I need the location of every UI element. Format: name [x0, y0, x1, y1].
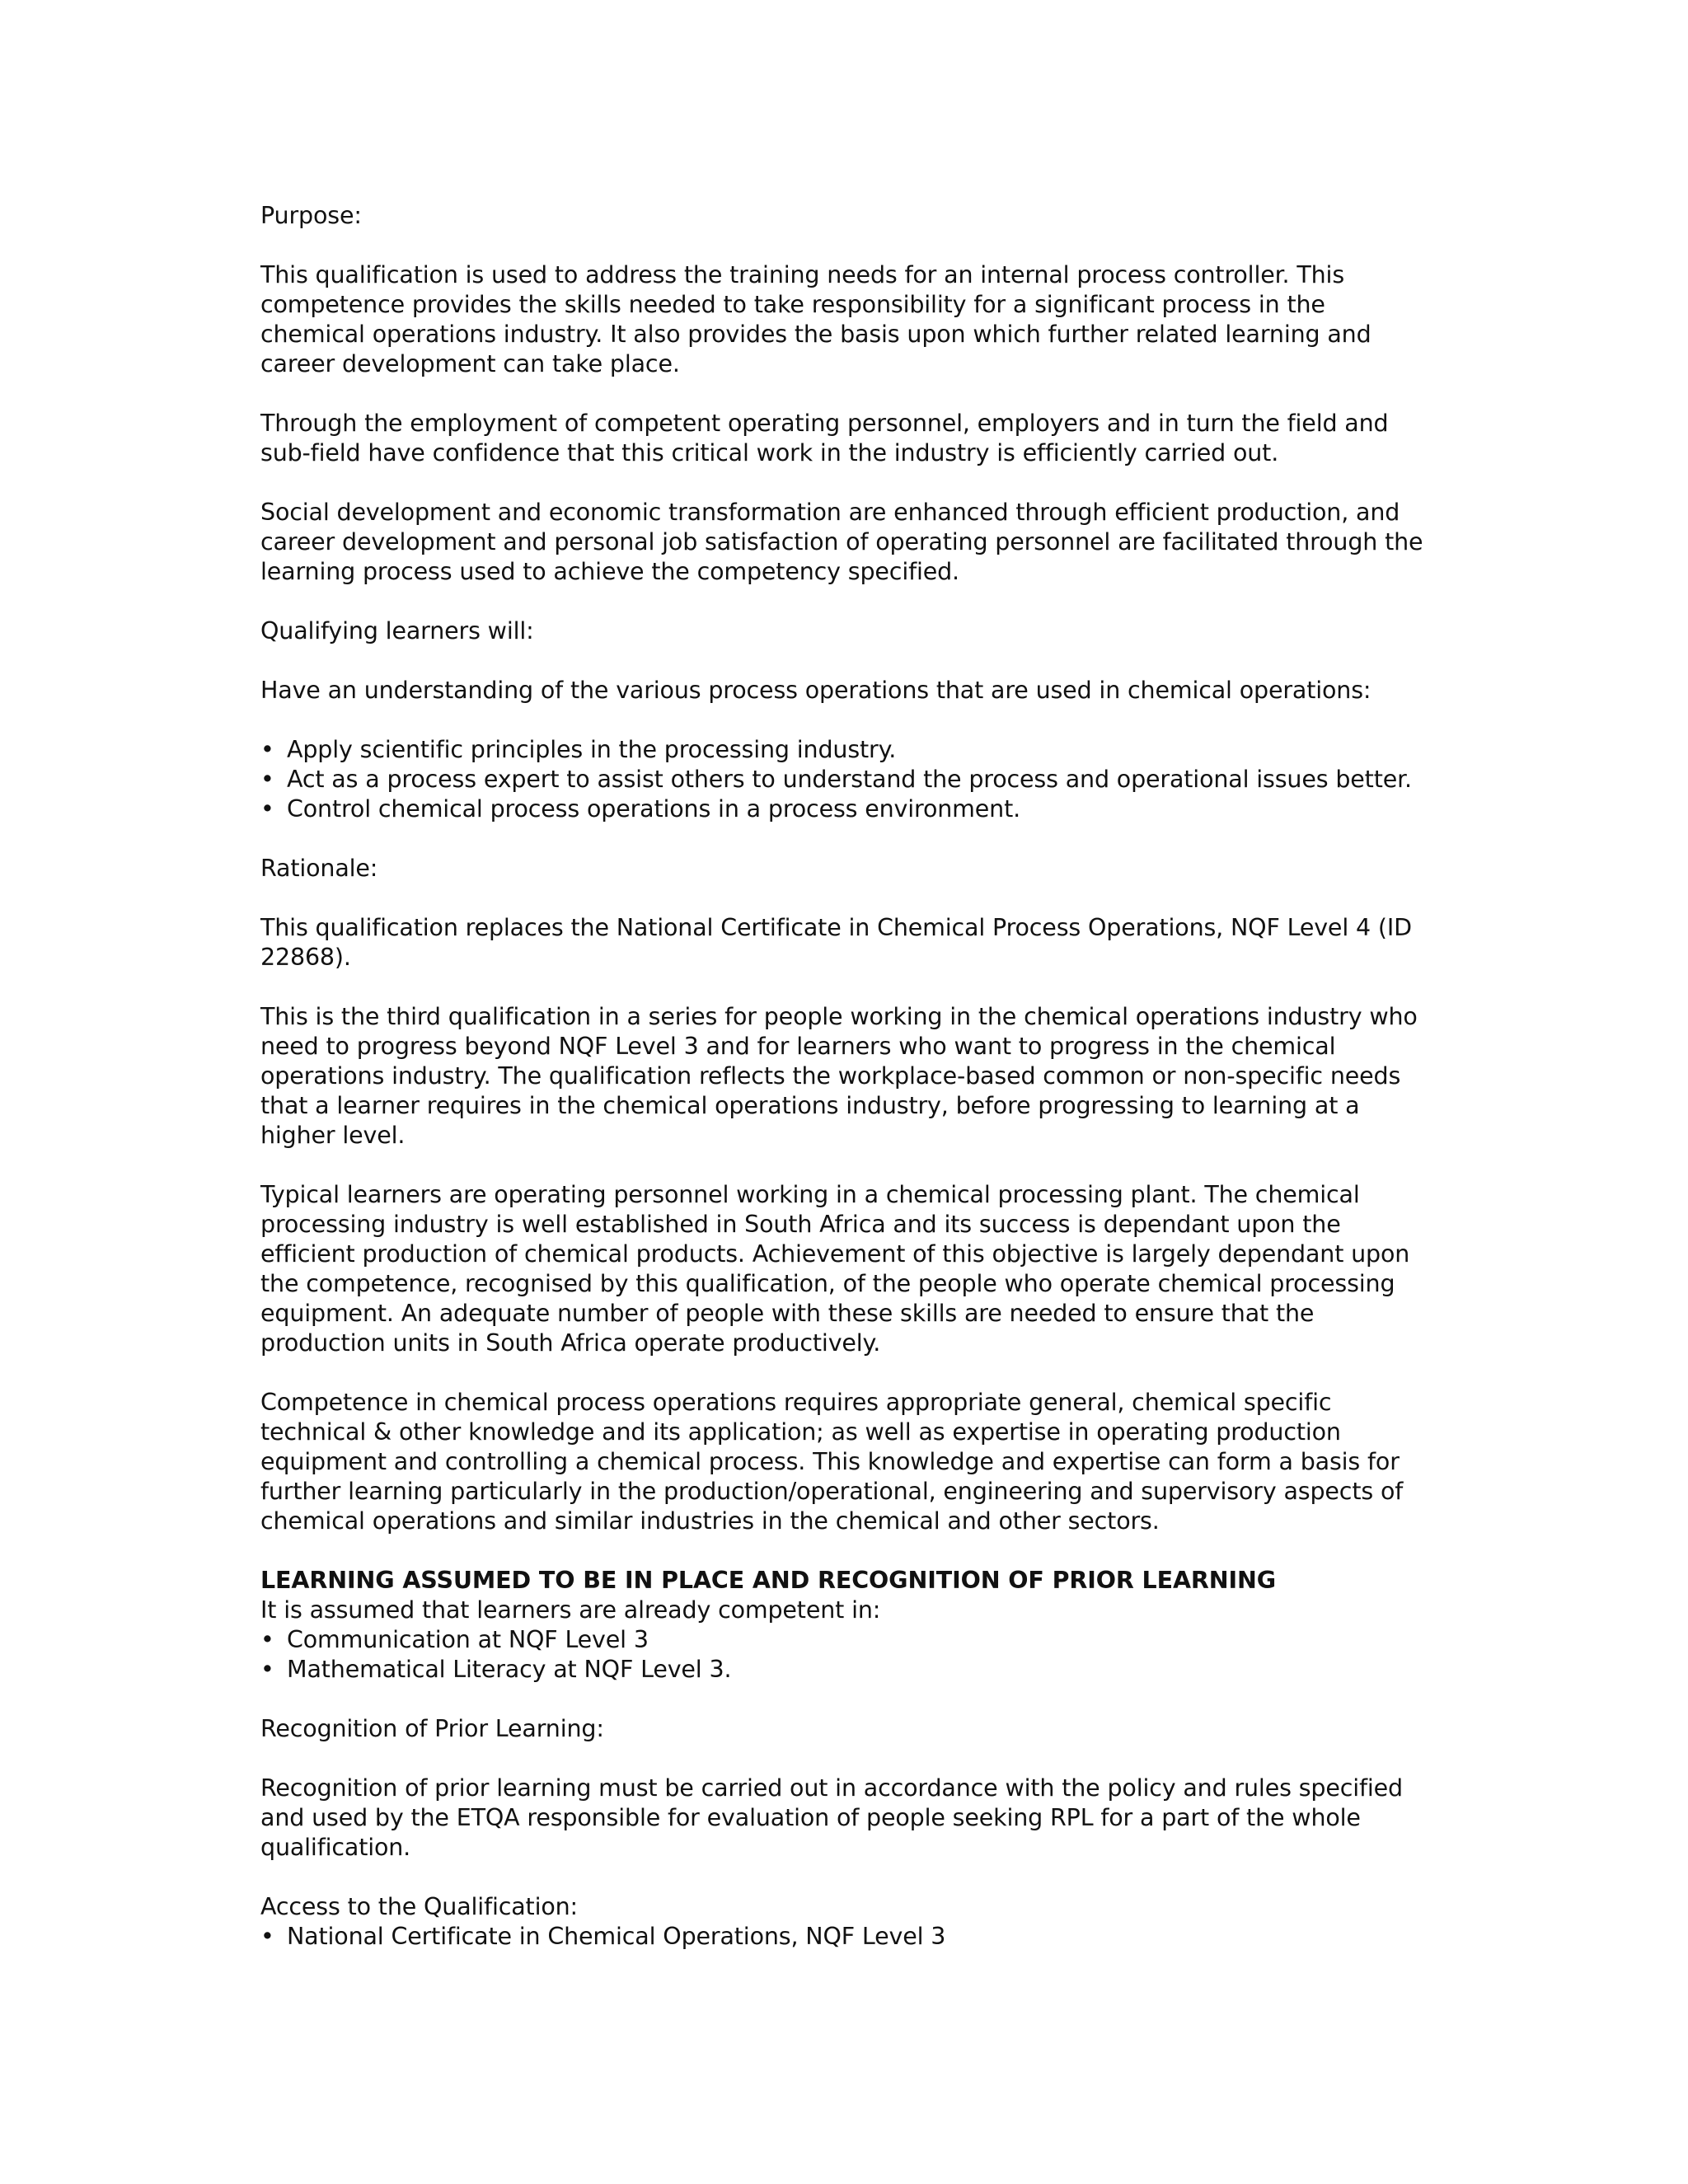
bullet-icon: • — [260, 795, 274, 823]
list-item-text: Mathematical Literacy at NQF Level 3. — [287, 1656, 732, 1683]
list-item — [260, 1655, 1431, 1685]
purpose-paragraph-1: This qualification is used to address the training needs for an internal process controller. This competence provides the skills needed to take responsibility for a significant process in the chemical operations industry. It also provides the basis upon which further related learning and career development can take place. — [260, 261, 1372, 377]
rationale-label: Rationale: — [260, 855, 378, 882]
list-item — [260, 1625, 1431, 1655]
qualifying-learners-intro: Have an understanding of the various process operations that are used in chemical operations: — [260, 677, 1372, 704]
rationale-paragraph-2: This is the third qualification in a series for people working in the chemical operations industry who need to progress beyond NQF Level 3 and for learners who want to progress in the chemical operations industry. The qualification reflects the workplace-based common or non-specific needs that a learner requires in the chemical operations industry, before progressing to learning at a higher level. — [260, 1003, 1418, 1149]
learning-assumed-intro: It is assumed that learners are already competent in: — [260, 1596, 881, 1624]
purpose-label: Purpose: — [260, 202, 362, 229]
qualifying-learners-list — [260, 735, 1431, 824]
purpose-paragraph-3: Social development and economic transformation are enhanced through efficient production, and career development and personal job satisfaction of operating personnel are facilitated through the learning process used to achieve the competency specified. — [260, 499, 1423, 585]
bullet-icon: • — [260, 1626, 274, 1653]
bullet-icon: • — [260, 736, 274, 763]
list-item-text: Communication at NQF Level 3 — [287, 1626, 649, 1653]
rationale-paragraph-4: Competence in chemical process operations requires appropriate general, chemical specific technical & other knowledge and its application; as well as expertise in operating production equipment and controlling a chemical process. This knowledge and expertise can form a basis for further learning particularly in the production/operational, engineering and supervisory aspects of chemical operations and similar industries in the chemical and other sectors. — [260, 1389, 1404, 1535]
learning-assumed-heading: LEARNING ASSUMED TO BE IN PLACE AND RECOGNITION OF PRIOR LEARNING — [260, 1567, 1277, 1594]
list-item-text: Act as a process expert to assist others to understand the process and operational issues better. — [287, 766, 1412, 793]
bullet-icon: • — [260, 1923, 274, 1950]
list-item — [260, 735, 1431, 765]
bullet-icon: • — [260, 766, 274, 793]
access-label: Access to the Qualification: — [260, 1893, 579, 1920]
list-item-text: Apply scientific principles in the processing industry. — [287, 736, 897, 763]
list-item — [260, 1922, 1431, 1952]
learning-assumed-list — [260, 1625, 1431, 1685]
list-item — [260, 794, 1431, 824]
purpose-paragraph-2: Through the employment of competent operating personnel, employers and in turn the field and sub-field have confidence that this critical work in the industry is efficiently carried out. — [260, 410, 1389, 466]
access-list — [260, 1922, 1431, 1952]
bullet-icon: • — [260, 1656, 274, 1683]
rationale-paragraph-1: This qualification replaces the National Certificate in Chemical Process Operations, NQF Level 4 (ID 22868). — [260, 914, 1412, 971]
qualifying-learners-label: Qualifying learners will: — [260, 617, 534, 644]
rationale-paragraph-3: Typical learners are operating personnel working in a chemical processing plant. The chemical processing industry is well established in South Africa and its success is dependant upon the efficient production of chemical products. Achievement of this objective is largely dependant upon the competence, recognised by this qualification, of the people who operate chemical processing equipment. An adequate number of people with these skills are needed to ensure that the production units in South Africa operate productively. — [260, 1181, 1410, 1357]
document-body — [260, 201, 1431, 1981]
list-item-text: National Certificate in Chemical Operations, NQF Level 3 — [287, 1923, 946, 1950]
rpl-label: Recognition of Prior Learning: — [260, 1715, 604, 1742]
list-item — [260, 765, 1431, 794]
list-item-text: Control chemical process operations in a process environment. — [287, 795, 1021, 823]
rpl-paragraph: Recognition of prior learning must be carried out in accordance with the policy and rules specified and used by the ETQA responsible for evaluation of people seeking RPL for a part of the whole qualification. — [260, 1774, 1403, 1861]
